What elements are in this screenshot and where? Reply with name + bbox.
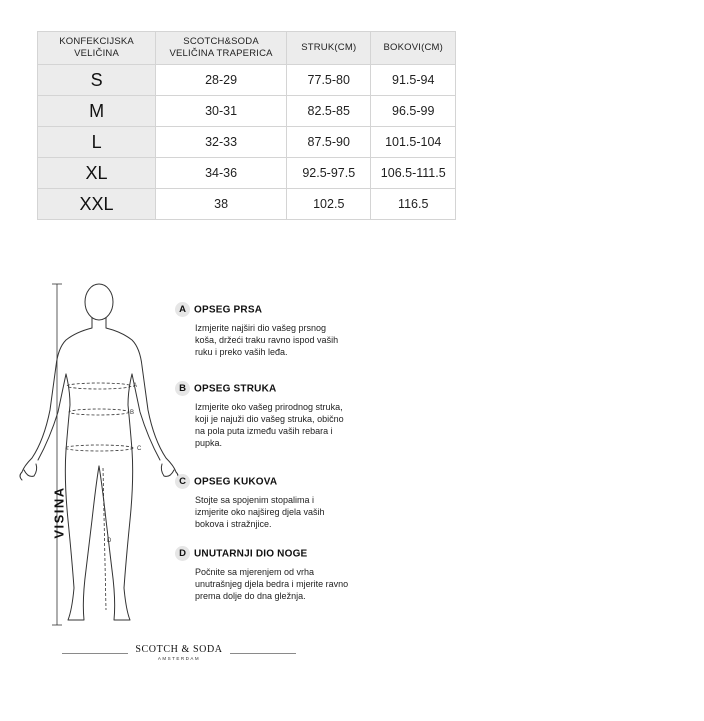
measure-title: UNUTARNJI DIO NOGE — [194, 548, 308, 560]
hips-cell: 106.5-111.5 — [371, 158, 456, 189]
marker-a-label: A — [133, 383, 138, 389]
inseam-line — [103, 468, 106, 610]
header-hips: BOKOVI(CM) — [371, 32, 456, 65]
marker-c-label: C — [137, 446, 142, 452]
measure-description: Izmjerite oko vašeg prirodnog struka, koji je najuži dio vašeg struka, obično na pola puta između vaših rebara i pupka. — [195, 402, 344, 448]
measurement-bands — [65, 383, 133, 610]
table-header-row — [38, 32, 456, 65]
size-table — [37, 31, 456, 220]
height-dimension-line — [52, 284, 62, 625]
measure-title: OPSEG STRUKA — [194, 383, 277, 395]
hips-cell: 116.5 — [371, 189, 456, 220]
table-row — [38, 65, 456, 96]
hips-cell: 96.5-99 — [371, 96, 456, 127]
jeans-cell: 32-33 — [156, 127, 287, 158]
logo-text: SCOTCH & SODA — [135, 644, 223, 655]
letter-badge-b: B — [175, 381, 190, 396]
measure-hips — [175, 473, 350, 530]
jeans-cell: 30-31 — [156, 96, 287, 127]
marker-d-label: D — [107, 538, 112, 544]
header-waist: STRUK(CM) — [287, 32, 371, 65]
hips-cell: 101.5-104 — [371, 127, 456, 158]
measure-title: OPSEG PRSA — [194, 304, 263, 316]
waist-cell: 92.5-97.5 — [287, 158, 371, 189]
jeans-cell: 38 — [156, 189, 287, 220]
measure-inseam — [175, 545, 350, 602]
table-row — [38, 96, 456, 127]
waist-cell: 87.5-90 — [287, 127, 371, 158]
measure-description: Počnite sa mjerenjem od vrha unutrašnjeg djela bedra i mjerite ravno prema dolje do dna gležnja. — [195, 567, 349, 601]
logo-mark — [132, 644, 226, 661]
letter-badge-a: A — [175, 302, 190, 317]
divider — [62, 653, 128, 654]
size-cell: XL — [38, 158, 156, 189]
header-jeans-size: SCOTCH&SODA VELIČINA TRAPERICA — [156, 32, 287, 65]
size-cell: M — [38, 96, 156, 127]
chest-band — [67, 383, 131, 389]
hips-cell: 91.5-94 — [371, 65, 456, 96]
header-clothing-size: KONFEKCIJSKA VELIČINA — [38, 32, 156, 65]
body-outline — [20, 284, 178, 620]
letter-badge-c: C — [175, 474, 190, 489]
size-cell: XXL — [38, 189, 156, 220]
measure-description: Stojte sa spojenim stopalima i izmjerite oko najšireg djela vaših bokova i stražnjice. — [195, 495, 325, 529]
measure-chest — [175, 301, 350, 358]
table-row — [38, 189, 456, 220]
size-cell: S — [38, 65, 156, 96]
waist-cell: 77.5-80 — [287, 65, 371, 96]
body-measurement-figure — [0, 270, 200, 630]
brand-logo — [62, 644, 296, 666]
letter-badge-d: D — [175, 546, 190, 561]
height-label: VISINA — [51, 486, 67, 539]
waist-cell: 82.5-85 — [287, 96, 371, 127]
logo-subtext: AMSTERDAM — [157, 656, 201, 661]
waist-band — [69, 409, 129, 415]
jeans-cell: 28-29 — [156, 65, 287, 96]
table-row — [38, 127, 456, 158]
marker-b-label: B — [130, 410, 135, 416]
measure-waist — [175, 380, 350, 449]
size-cell: L — [38, 127, 156, 158]
waist-cell: 102.5 — [287, 189, 371, 220]
jeans-cell: 34-36 — [156, 158, 287, 189]
measure-title: OPSEG KUKOVA — [194, 476, 278, 488]
measure-description: Izmjerite najširi dio vašeg prsnog koša, držeći traku ravno ispod vaših ruku i preko vaših leđa. — [195, 323, 339, 357]
hip-band — [65, 445, 133, 451]
divider — [230, 653, 296, 654]
table-row — [38, 158, 456, 189]
